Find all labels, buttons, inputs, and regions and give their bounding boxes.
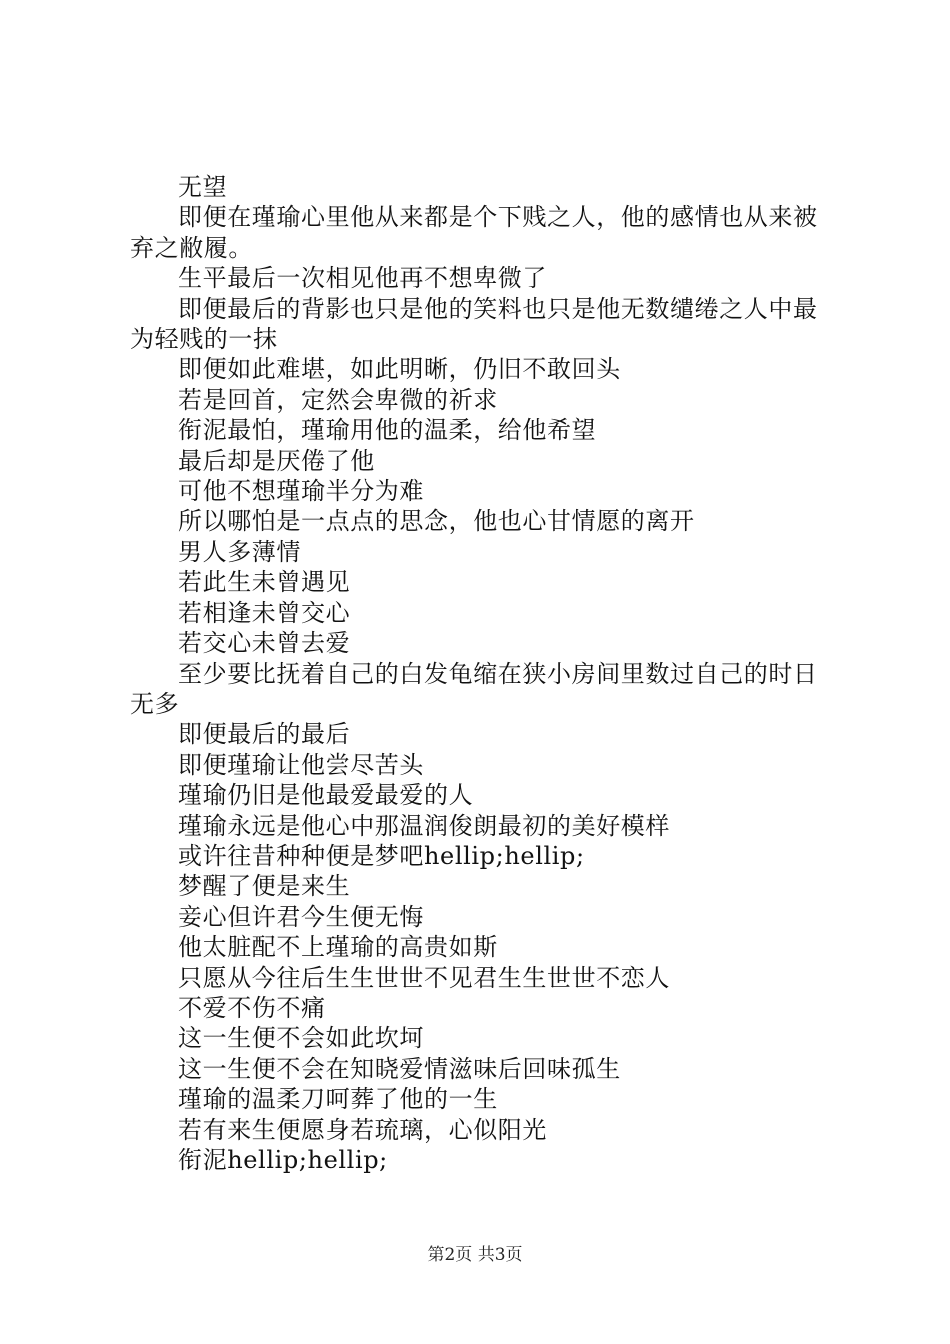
paragraph: 即便在瑾瑜心里他从来都是个下贱之人，他的感情也从来被弃之敝履。 xyxy=(130,203,818,262)
paragraph: 瑾瑜永远是他心中那温润俊朗最初的美好模样 xyxy=(178,811,670,840)
paragraph: 衔泥hellip;hellip; xyxy=(178,1146,388,1174)
paragraph: 无望 xyxy=(178,173,228,201)
paragraph: 最后却是厌倦了他 xyxy=(178,446,375,475)
paragraph: 生平最后一次相见他再不想卑微了 xyxy=(178,264,547,293)
paragraph: 或许往昔种种便是梦吧hellip;hellip; xyxy=(178,841,585,870)
paragraph: 妾心但许君今生便无悔 xyxy=(178,902,424,931)
paragraph: 他太脏配不上瑾瑜的高贵如斯 xyxy=(178,933,498,962)
paragraph: 若此生未曾遇见 xyxy=(178,568,351,597)
paragraph: 若交心未曾去爱 xyxy=(178,629,351,658)
paragraph: 若相逢未曾交心 xyxy=(178,598,351,627)
paragraph: 若有来生便愿身若琉璃，心似阳光 xyxy=(178,1115,547,1144)
paragraph: 男人多薄情 xyxy=(178,537,301,566)
paragraph: 即便如此难堪，如此明晰，仍旧不敢回头 xyxy=(178,355,621,384)
paragraph: 若是回首，定然会卑微的祈求 xyxy=(178,385,498,414)
paragraph: 可他不想瑾瑜半分为难 xyxy=(178,477,424,506)
paragraph: 即便瑾瑜让他尝尽苦头 xyxy=(178,750,424,779)
page-number-footer: 第2页 共3页 xyxy=(427,1245,523,1265)
paragraph: 梦醒了便是来生 xyxy=(178,872,351,901)
paragraph: 所以哪怕是一点点的思念，他也心甘情愿的离开 xyxy=(178,507,695,536)
paragraph: 至少要比抚着自己的白发龟缩在狭小房间里数过自己的时日无多 xyxy=(130,659,818,718)
document-body xyxy=(130,172,835,1175)
paragraph: 只愿从今往后生生世世不见君生生世世不恋人 xyxy=(178,963,670,992)
paragraph: 这一生便不会如此坎坷 xyxy=(178,1024,424,1053)
paragraph: 即便最后的最后 xyxy=(178,720,351,749)
paragraph: 瑾瑜仍旧是他最爱最爱的人 xyxy=(178,781,474,810)
paragraph: 不爱不伤不痛 xyxy=(178,993,326,1022)
paragraph: 衔泥最怕，瑾瑜用他的温柔，给他希望 xyxy=(178,416,597,445)
paragraph: 瑾瑜的温柔刀呵葬了他的一生 xyxy=(178,1085,498,1114)
paragraph: 即便最后的背影也只是他的笑料也只是他无数缱绻之人中最为轻贱的一抹 xyxy=(130,294,818,354)
paragraph: 这一生便不会在知晓爱情滋味后回味孤生 xyxy=(178,1054,621,1083)
